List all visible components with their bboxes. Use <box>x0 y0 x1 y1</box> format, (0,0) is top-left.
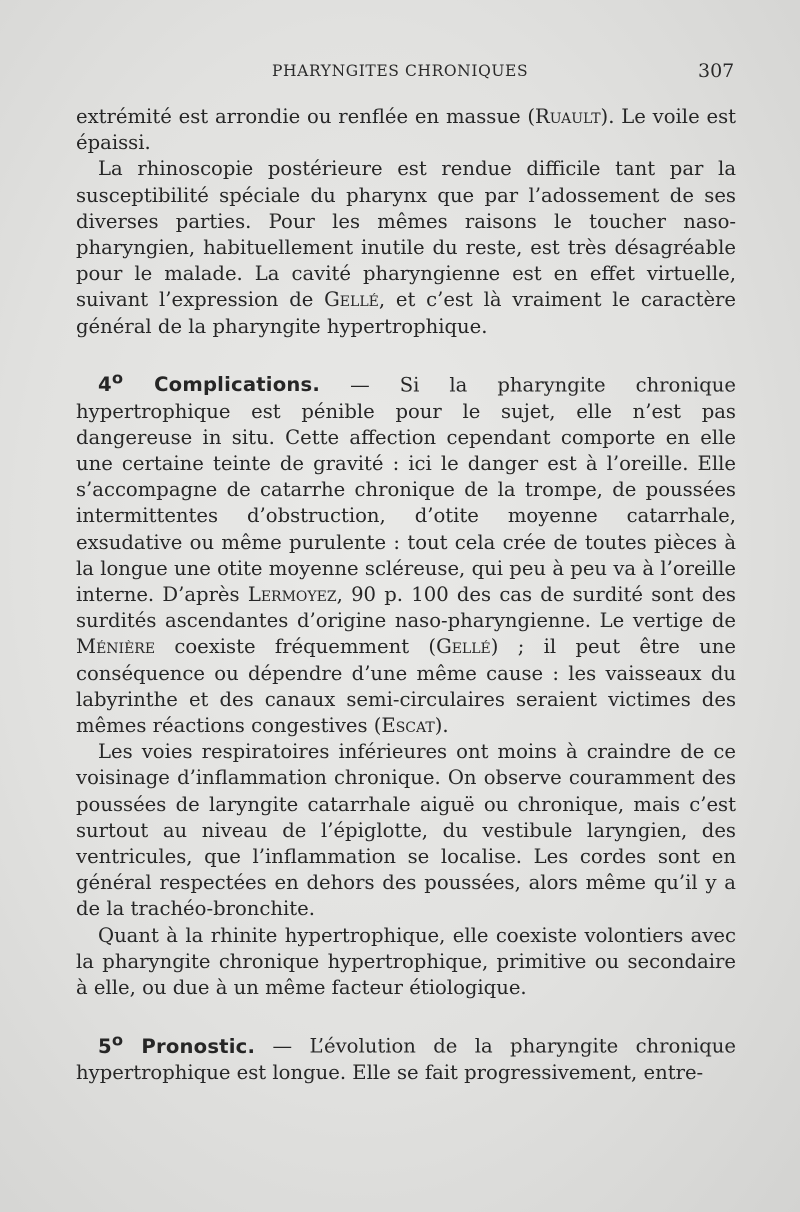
text-run: , et c’est là vraiment le caractère général de la pharyngite hypertrophique. <box>76 288 737 338</box>
author-name: Ruault <box>535 105 601 128</box>
text-run: — L’évolution de la pharyngite chronique hypertrophique est longue. Elle se fait progressivement, entre- <box>76 1034 736 1084</box>
text-run: La rhinoscopie postérieure est rendue difficile tant par la susceptibilité spéciale du pharynx que par l’adossement de ses diverses parties. Pour les mêmes raisons le toucher naso-pharyngien, habituellement inutile du reste, est très désagréable pour le malade. La cavité pharyngienne est en effet virtuelle, suivant l’expression de <box>76 157 736 312</box>
text-run: — Si la pharyngite chronique hypertrophique est pénible pour le sujet, elle n’est pas dangereuse in situ. Cette affection cependant comporte en elle une certaine teinte de gravité : ici le danger est à l’oreille. Elle s’accompagne de catarrhe chronique de la trompe, de poussées intermittentes d’obstruction, d’otite moyenne catarrhale, exsudative ou même purulente : tout cela crée de toutes pièces à la longue une otite moyenne scléreuse, qui peu à peu va à l’oreille interne. D’après <box>76 373 736 606</box>
paragraph-continuation <box>76 104 736 156</box>
section-title: Complications. <box>154 373 321 397</box>
text-run: , 90 p. 100 des cas de surdité sont des surdités ascendantes d’origine naso-pharyngienne. Le vertige de <box>76 582 736 633</box>
paragraph-rhinitis: Quant à la rhinite hypertrophique, elle coexiste volontiers avec la pharyngite chronique hypertrophique, primitive ou secondaire à elle, ou due à un même facteur étiologique. <box>76 923 736 1000</box>
author-name: Escat <box>381 714 435 737</box>
section-number: 5 <box>98 1034 112 1058</box>
paragraph-rhinoscopy <box>76 156 736 339</box>
text-run: ). Le voile est épaissi. <box>76 105 737 155</box>
text-run: coexiste fréquemment ( <box>155 635 437 659</box>
text-run: ). <box>434 714 449 737</box>
section-pronostic <box>76 1027 736 1086</box>
running-head: PHARYNGITES CHRONIQUES <box>272 62 529 80</box>
author-name: Gellé <box>324 288 379 312</box>
author-name: Gellé <box>436 635 491 659</box>
section-title: Pronostic. <box>141 1034 256 1058</box>
text-run: extrémité est arrondie ou renflée en massue ( <box>76 105 536 128</box>
section-heading <box>98 368 321 397</box>
ordinal-mark: o <box>111 368 124 388</box>
section-number: 4 <box>98 373 112 397</box>
author-name: Ménière <box>76 635 156 659</box>
section-complications <box>76 366 736 739</box>
text-run: ) ; il peut être une conséquence ou dépendre d’une même cause : les vaisseaux du labyrinthe et des canaux semi-circulaires seraient victimes des mêmes réactions congestives ( <box>76 635 736 737</box>
section-heading <box>98 1030 256 1058</box>
author-name: Lermoyez <box>247 582 337 606</box>
page-body <box>76 104 736 1086</box>
page-number: 307 <box>698 60 735 82</box>
paragraph-respiratory: Les voies respiratoires inférieures ont moins à craindre de ce voisinage d’inflammation chronique. On observe couramment des poussées de laryngite catarrhale aiguë ou chronique, mais c’est surtout au niveau de l’épiglotte, du vestibule laryngien, des ventricules, que l’inflammation se localise. Les cordes sont en général respectées en dehors des poussées, alors même qu’il y a de la trachéo-bronchite. <box>76 740 736 921</box>
ordinal-mark: o <box>111 1030 124 1050</box>
